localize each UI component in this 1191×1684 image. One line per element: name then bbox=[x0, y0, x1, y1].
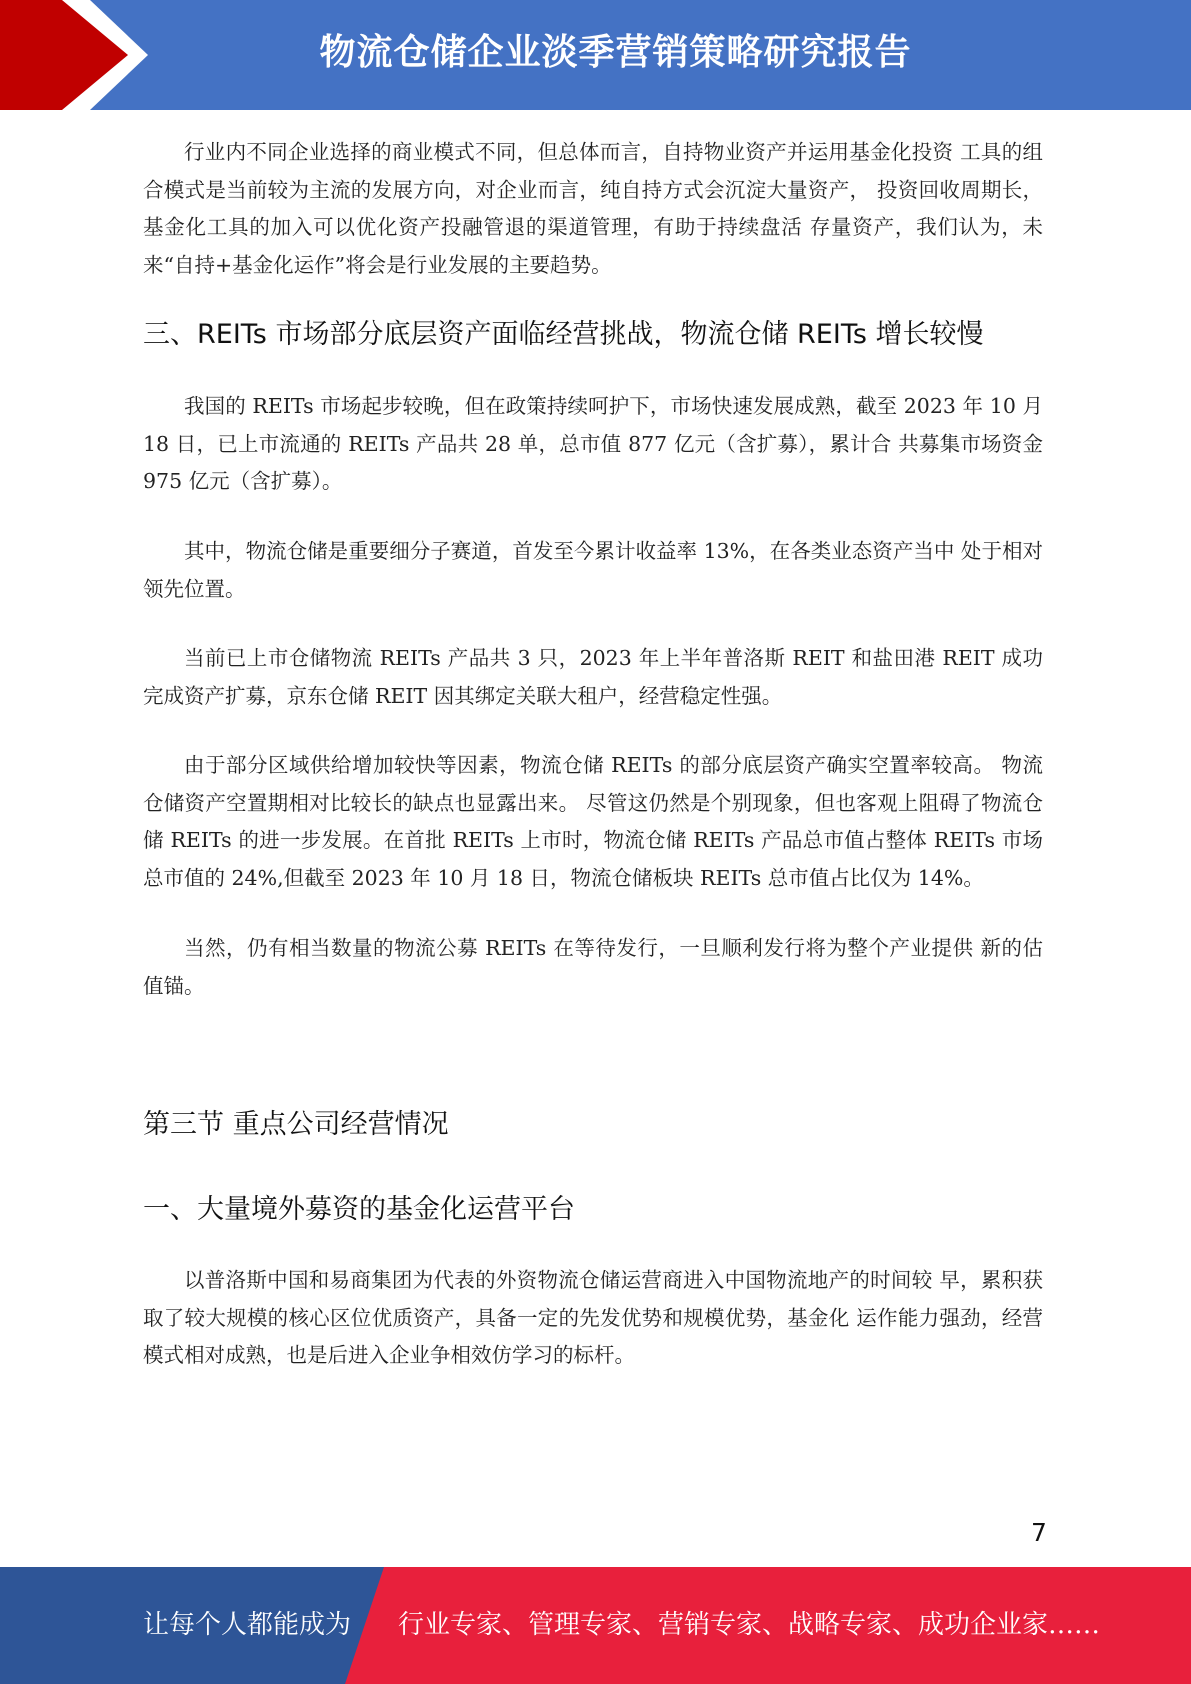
paragraph-logistics-yield: 其中，物流仓储是重要细分子赛道，首发至今累计收益率 13%，在各类业态资产当中 处于相对领先位置。 bbox=[143, 539, 1043, 601]
paragraph-pending-issuance: 当然，仍有相当数量的物流公募 REITs 在等待发行，一旦顺利发行将为整个产业提供 新的估值锚。 bbox=[143, 936, 1043, 998]
page-number: 7 bbox=[1031, 1518, 1047, 1547]
paragraph-listed-products: 当前已上市仓储物流 REITs 产品共 3 只，2023 年上半年普洛斯 REIT 和盐田港 REIT 成功完成资产扩募，京东仓储 REIT 因其绑定关联大租户，经营稳定性强。 bbox=[143, 646, 1043, 708]
heading-fund-platform: 一、大量境外募资的基金化运营平台 bbox=[143, 1194, 575, 1225]
header-chevron-decoration bbox=[0, 0, 160, 110]
heading-reits-challenges: 三、REITs 市场部分底层资产面临经营挑战，物流仓储 REITs 增长较慢 bbox=[143, 319, 984, 350]
page-footer bbox=[0, 1567, 1191, 1684]
paragraph-business-model: 行业内不同企业选择的商业模式不同，但总体而言，自持物业资产并运用基金化投资 工具的组合模式是当前较为主流的发展方向，对企业而言，纯自持方式会沉淀大量资产， 投资回收周期长，基金化工具的加入可以优化资产投融管退的渠道管理，有助于持续盘活 存量资产，我们认为，未来“自持+基金化运作”将会是行业发展的主要趋势。 bbox=[143, 140, 1043, 277]
footer-slogan-right: 行业专家、管理专家、营销专家、战略专家、成功企业家…… bbox=[398, 1610, 1101, 1640]
page-header bbox=[0, 0, 1191, 110]
paragraph-foreign-operators: 以普洛斯中国和易商集团为代表的外资物流仓储运营商进入中国物流地产的时间较 早，累积获取了较大规模的核心区位优质资产，具备一定的先发优势和规模优势，基金化 运作能力强劲，经营模式相对成熟，也是后进入企业争相效仿学习的标杆。 bbox=[143, 1268, 1043, 1367]
heading-section-3: 第三节 重点公司经营情况 bbox=[143, 1109, 449, 1140]
paragraph-reits-market: 我国的 REITs 市场起步较晚，但在政策持续呵护下，市场快速发展成熟，截至 2023 年 10 月 18 日，已上市流通的 REITs 产品共 28 单，总市值 877 亿元（含扩募），累计合 共募集市场资金 975 亿元（含扩募）。 bbox=[143, 394, 1043, 493]
paragraph-vacancy: 由于部分区域供给增加较快等因素，物流仓储 REITs 的部分底层资产确实空置率较高。 物流仓储资产空置期相对比较长的缺点也显露出来。 尽管这仍然是个别现象，但也客观上阻碍了物流仓储 REITs 的进一步发展。在首批 REITs 上市时，物流仓储 REITs 产品总市值占整体 REITs 市场总市值的 24%,但截至 2023 年 10 月 18 日，物流仓储板块 REITs 总市值占比仅为 14%。 bbox=[143, 753, 1043, 890]
report-title: 物流仓储企业淡季营销策略研究报告 bbox=[319, 32, 912, 73]
footer-slogan-left: 让每个人都能成为 bbox=[143, 1610, 352, 1640]
